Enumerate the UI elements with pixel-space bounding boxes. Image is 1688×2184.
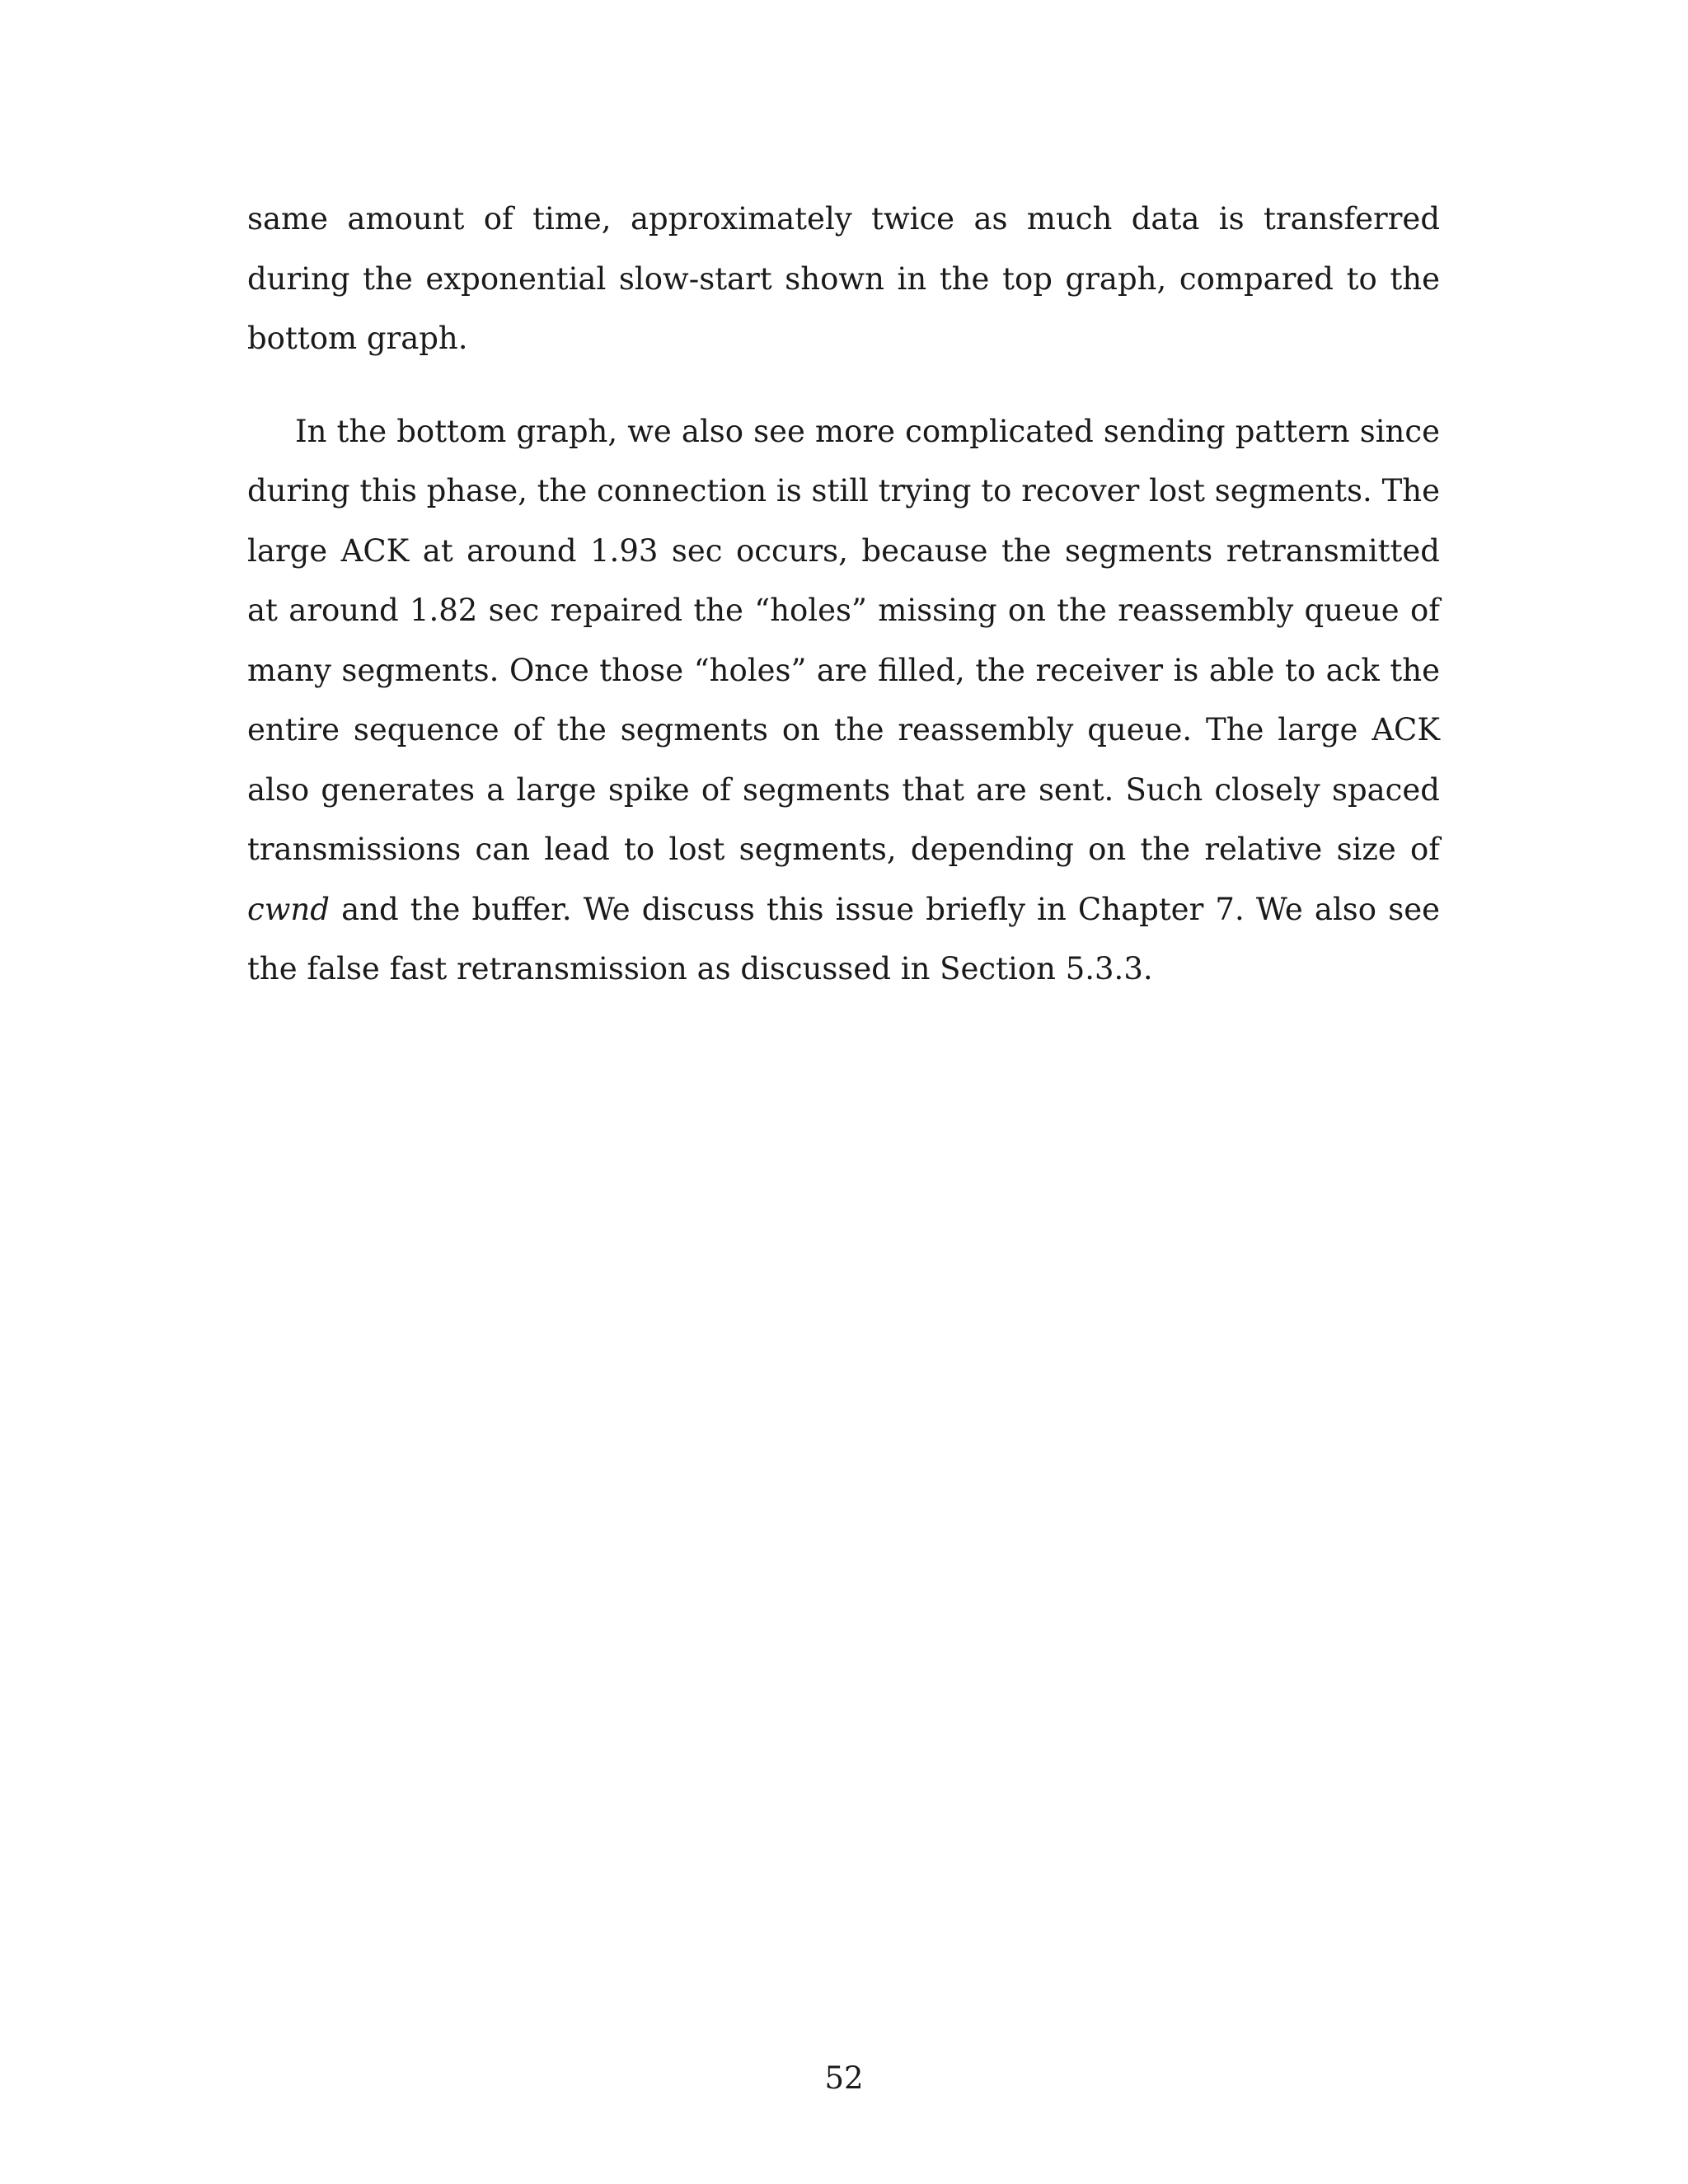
paragraph-1-text: same amount of time, approximately twice as much data is transferred during the exponential slow-start shown in the top graph, compared to the bottom graph. [247, 201, 1440, 356]
paragraph-2 [247, 402, 1440, 1000]
paragraph-2-text-start: In the bottom graph, we also see more complicated sending pattern since during this phase, the connection is still trying to recover lost segments. The large ACK at around 1.93 sec occurs, because the segments retransmitted at around 1.82 sec repaired the “holes” missing on the reassembly queue of many segments. Once those “holes” are filled, the receiver is able to ack the entire sequence of the segments on the reassembly queue. The large ACK also generates a large spike of segments that are sent. Such closely spaced transmissions can lead to lost segments, depending on the relative size of [247, 413, 1440, 867]
paragraph-2-text-end: and the buffer. We discuss this issue briefly in Chapter 7. We also see the false fast retransmission as discussed in Section 5.3.3. [247, 891, 1440, 987]
page-number: 52 [824, 2060, 864, 2096]
body-text [247, 190, 1440, 1000]
paragraph-1 [247, 190, 1440, 369]
cwnd-term: cwnd [247, 891, 330, 927]
